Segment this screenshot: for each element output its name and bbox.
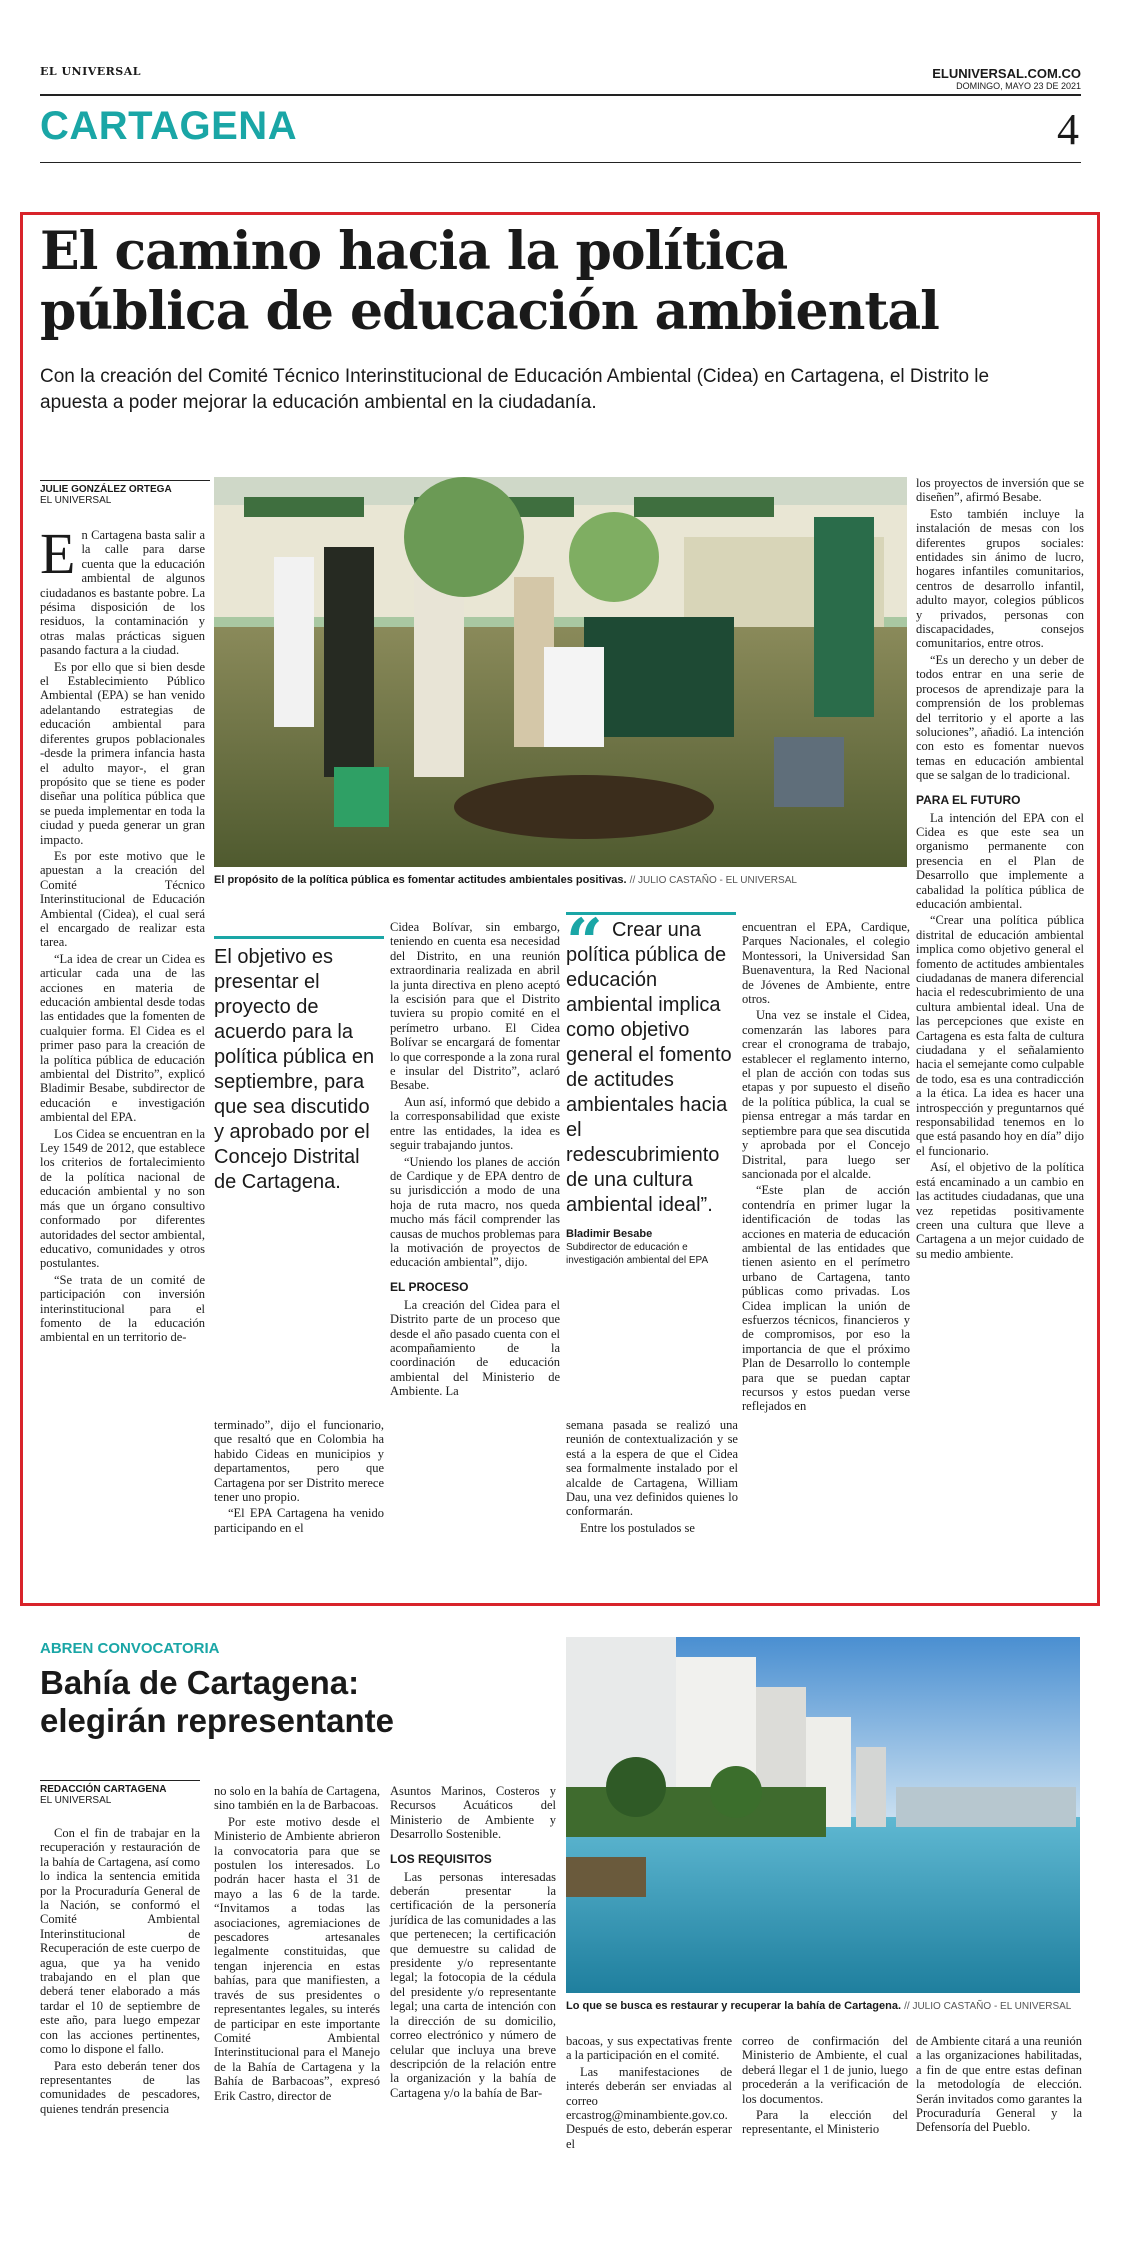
article2-column-3: [390, 1784, 556, 2102]
article2-column-5: [742, 2034, 908, 2139]
issue-date: DOMINGO, MAYO 23 DE 2021: [956, 81, 1081, 91]
paragraph: Entre los postulados se: [580, 1520, 695, 1535]
paragraph: Cidea Bolívar, sin embargo, teniendo en cuenta esa necesidad del Distrito, en una reunión extraordinaria realizada en abril la junta directiva en pleno aceptó la escisión para que el Distrito tuviera su propio comité en el perímetro urbano. El Cidea Bolívar se encargará de fomentar lo que corresponde a la zona rural e insular del Distrito”, aclaró Besabe.: [390, 920, 560, 1093]
paragraph: “Este plan de acción contendría en primer lugar la identificación de todas las acciones en materia de educación ambiental de las entidades que tienen asiento en el perímetro urbano de Cartagena, tanto públicas como privadas. Los Cidea implican la unión de esfuerzos técnicos, financieros y de compromisos, por eso la importancia de que el próximo Plan de Desarrollo lo contemple para que se puedan captar recursos y estos puedan verse reflejados en: [742, 1183, 910, 1414]
byline2-org: EL UNIVERSAL: [40, 1795, 112, 1806]
article-headline: [40, 222, 1080, 342]
byline-author: JULIE GONZÁLEZ ORTEGA: [40, 484, 172, 495]
quote-block: [566, 905, 738, 1267]
paragraph: Esto también incluye la instalación de mesas con los diferentes grupos sociales: entidades sin ánimo de lucro, hogares infantiles comunitarios, centros de desarrollo infantil, adulto mayor, colegios públicos y privados, personas con discapacidades, consejos comunitarios, entre otros.: [916, 506, 1084, 651]
bay-photo: [566, 1637, 1080, 1993]
paragraph: Asuntos Marinos, Costeros y Recursos Acuáticos del Ministerio de Ambiente y Desarrollo Sostenible.: [390, 1784, 556, 1842]
subhead-proceso: EL PROCESO: [390, 1279, 469, 1294]
paragraph: Es por este motivo que le apuestan a la creación del Comité Técnico Interinstitucional de Educación Ambiental (Cidea), el cual será el encargado de realizar esta tarea.: [40, 848, 205, 950]
paragraph: “Es un derecho y un deber de todos entrar en una serie de procesos de aprendizaje para la comprensión de los problemas del territorio y el aporte a las soluciones”, añadió. La intención con esto es fomentar nuevos temas en educación ambiental que se salgan de lo tradicional.: [916, 652, 1084, 783]
section-divider: [40, 162, 1081, 163]
photo-caption: [214, 874, 907, 886]
paragraph: los proyectos de inversión que se diseñen”, afirmó Besabe.: [916, 476, 1084, 505]
article-deck: Con la creación del Comité Técnico Interinstitucional de Educación Ambiental (Cidea) en Cartagena, el Distrito le apuesta a poder mejorar la educación ambiental en la ciudadanía.: [40, 366, 990, 413]
quote-speaker-role: Subdirector de educación e investigación ambiental del EPA: [566, 1242, 709, 1266]
paragraph: Los Cidea se encuentran en la Ley 1549 de 2012, que establece los criterios de fortalecimiento de la política nacional de educación ambiental y no son más que un órgano consultivo conformado por diferentes autoridades del sector ambiental, educativo, comunidades y otros postulantes.: [40, 1126, 205, 1271]
quote-speaker: Bladimir Besabe: [566, 1228, 653, 1240]
paragraph: Es por ello que si bien desde el Establecimiento Público Ambiental (EPA) se han venido adelantando estrategias de educación ambiental para diferentes grupos poblacionales -desde la primera infancia hasta el adulto mayor-, el gran propósito que se tiene es poder diseñar una política pública que se pueda implementar en toda la ciudad y pueda generar un gran impacto.: [40, 659, 205, 847]
article-column-6: [916, 476, 1084, 1263]
paragraph: correo de confirmación del Ministerio de Ambiente, el cual deberá llegar el 1 de junio, luego procederán a la verificación de los documentos.: [742, 2034, 908, 2106]
article2-column-1: [40, 1826, 200, 2118]
page-number: 4: [1057, 105, 1079, 154]
article-photo: [214, 477, 907, 867]
paragraph: “Uniendo los planes de acción de Cardique y de EPA dentro de su jurisdicción a modo de una hoja de ruta macro, nos queda mucho más fácil comprender las causas de muchos problemas para la motivación de proyectos de educación ambiental”, dijo.: [390, 1154, 560, 1270]
article-column-5: [742, 920, 910, 1416]
headline2-line-1: Bahía de Cartagena:: [40, 1664, 360, 1701]
paragraph: Para la elección del representante, el Ministerio: [742, 2108, 908, 2137]
paragraph: En Cartagena basta salir a la calle para darse cuenta que la educación ambiental de algunos ciudadanos es bastante pobre. La pésima disposición de los residuos, la contaminación y otras malas prácticas siguen pasando factura a la ciudad.: [40, 521, 205, 658]
paragraph: Aun así, informó que debido a la corresponsabilidad que existe entre las entidades, la idea es seguir trabajando juntos.: [390, 1094, 560, 1153]
paragraph: “El EPA Cartagena ha venido participando en el: [214, 1506, 384, 1535]
subhead-requisitos: LOS REQUISITOS: [390, 1851, 492, 1866]
article2-photo-caption: [566, 2000, 1080, 2012]
headline-line-1: El camino hacia la política: [40, 221, 788, 282]
newspaper-logo: EL UNIVERSAL: [40, 65, 142, 78]
article-column-3: [390, 920, 560, 1401]
article2-headline: [40, 1664, 560, 1740]
caption2-text: Lo que se busca es restaurar y recuperar la bahía de Cartagena.: [566, 2000, 902, 2012]
masthead: [40, 62, 1081, 96]
quote-attribution: [566, 1228, 738, 1267]
paragraph: no solo en la bahía de Cartagena, sino también en la de Barbacoas.: [214, 1784, 380, 1813]
site-info: [932, 66, 1081, 91]
pull-quote: El objetivo es presentar el proyecto de acuerdo para la política pública en septiembre, para que sea discutido y aprobado por el Concejo Distrital de Cartagena.: [214, 936, 384, 1195]
caption-credit: // JULIO CASTAÑO - EL UNIVERSAL: [629, 875, 797, 886]
drop-cap: E: [40, 521, 76, 586]
paragraph: Así, el objetivo de la política está encaminado a un cambio en las actitudes ciudadanas, que una vez repetidas positivamente creen una cultura que lleve a Cartagena a un mejor cuidado de su medio ambiente.: [916, 1160, 1084, 1261]
site-url[interactable]: ELUNIVERSAL.COM.CO: [932, 66, 1081, 81]
paragraph: Una vez se instale el Cidea, comenzarán las labores para crear el cronograma de trabajo, establecer el reglamento interno, el plan de acción con todas sus etapas y por supuesto el diseño de la política pública, la cual se piensa entregar a más tardar en septiembre para que sea discutida y aprobada por el Concejo Distrital, para luego ser sancionada por el alcalde.: [742, 1008, 910, 1181]
article-column-2: [214, 1418, 384, 1537]
paragraph: Por este motivo desde el Ministerio de Ambiente abrieron la convocatoria para que se postulen los interesados. Lo podrán hacer hasta el 31 de mayo a las 6 de la tarde. “Invitamos a todas las asociaciones, agremiaciones de pescadores artesanales legalmente constituidas, que tengan injerencia en estas bahías, para que manifiesten, a través de sus presidentes o representantes legales, su interés de participar en este importante Comité Ambiental Interinstitucional para el Manejo de la Bahía de Cartagena y la Bahía de Barbacoas”, expresó Erik Castro, director de: [214, 1814, 380, 2103]
byline-org: EL UNIVERSAL: [40, 495, 112, 506]
paragraph: Con el fin de trabajar en la recuperación y restauración de la bahía de Cartagena, así como lo indica la sentencia emitida por la Procuraduría General de la Nación, se conformó el Comité Ambiental Interinstitucional de Recuperación de este cuerpo de agua, que ya ha venido trabajando en el plan que deberá tener elaborado a más tardar el 10 de septiembre de este año, para luego empezar con las acciones pertinentes, como lo dispone el fallo.: [40, 1826, 200, 2057]
paragraph: semana pasada se realizó una reunión de contextualización y se está a la espera de que el Cidea sea formalmente instalado por el alcalde de Cartagena, William Dau, una vez definidos quienes lo conformarán.: [566, 1418, 738, 1519]
paragraph: “Crear una política pública distrital de educación ambiental implica como objetivo general el fomento de actitudes ambientales ciudadanas de manera diferencial hacia el redescubrimiento de una cultura ambiental ideal. Una de las percepciones que existe en Cartagena es esta falta de cultura ciudadana y el señalamiento hacia el semejante como culpable de todo, esa es una contradicción a la ética. La idea es hacer una introspección y preguntarnos qué responsabilidad tenemos en lo que está pasando hoy en día” dijo el funcionario.: [916, 913, 1085, 1158]
tree-planting-photo: [214, 477, 907, 867]
article2-byline: [40, 1780, 200, 1806]
caption2-credit: // JULIO CASTAÑO - EL UNIVERSAL: [904, 2001, 1072, 2012]
byline2-author: REDACCIÓN CARTAGENA: [40, 1784, 167, 1795]
section-title: CARTAGENA: [40, 104, 298, 148]
paragraph: “Se trata de un comité de participación con inversión interinstitucional para el fomento de la educación ambiental en un territorio de-: [40, 1272, 205, 1345]
paragraph: Las manifestaciones de interés deberán ser enviadas al correo ercastrog@minambiente.gov.co. Después de esto, deberán esperar el: [566, 2064, 732, 2151]
paragraph: “La idea de crear un Cidea es articular cada una de las acciones en materia de educación ambiental desde todas las entidades que la fomenten de cualquier forma. El Cidea es el primer paso para la creación de la política pública de educación ambiental del Distrito”, explicó Bladimir Besabe, subdirector de educación e investigación ambiental del EPA.: [40, 951, 205, 1125]
article2-photo: [566, 1637, 1080, 1993]
paragraph: bacoas, y sus expectativas frente a la participación en el comité.: [566, 2034, 732, 2063]
paragraph: La intención del EPA con el Cidea es que este sea un organismo permanente con presencia en el Plan de Desarrollo que implemente a cabalidad la política pública de educación ambiental.: [916, 810, 1084, 911]
caption-text: El propósito de la política pública es fomentar actitudes ambientales positivas.: [214, 874, 627, 886]
byline: [40, 480, 210, 506]
paragraph: encuentran el EPA, Cardique, Parques Nacionales, el colegio Montessori, la Universidad San Buenaventura, la Red Nacional de Jóvenes de Ambiente, entre otros.: [742, 920, 910, 1007]
article-column-1: [40, 521, 205, 1347]
subhead-futuro: PARA EL FUTURO: [916, 792, 1021, 807]
article2-column-2: [214, 1784, 380, 2105]
paragraph: terminado”, dijo el funcionario, que resaltó que en Colombia ha habido Cideas en municipios y departamentos, pero que Cartagena por ser Distrito merece tener uno propio.: [214, 1418, 384, 1505]
paragraph: Las personas interesadas deberán presentar la certificación de la personería jurídica de las comunidades a las que pertenecen; la certificación que demuestre su calidad de presidente y/o representante legal; la fotocopia de la cédula del presidente y/o representante legal; una carta de intención con la dirección de su domicilio, correo electrónico y número de celular que incluya una breve descripción de la relación entre la organización y la bahía de Cartagena y/o la bahía de Bar-: [390, 1869, 556, 2100]
article2-column-4: [566, 2034, 732, 2153]
quote-text: Crear una política pública de educación ambiental implica como objetivo general el fomento de actitudes ambientales hacia el redescubrimiento de una cultura ambiental ideal”.: [566, 919, 732, 1216]
headline2-line-2: elegirán representante: [40, 1702, 394, 1739]
article-column-4: [566, 1418, 738, 1537]
quote-mark-icon: “: [566, 905, 603, 980]
paragraph: Para esto deberán tener dos representantes de las comunidades de pescadores, quienes tendrán presencia: [40, 2058, 200, 2116]
paragraph: de Ambiente citará a una reunión a las organizaciones habilitadas, a fin de que entre estas definan la metodología de elección. Serán invitados como garantes la Procuraduría General y la Defensoría del Pueblo.: [916, 2034, 1082, 2135]
article2-kicker: ABREN CONVOCATORIA: [40, 1640, 220, 1657]
headline-line-2: pública de educación ambiental: [40, 281, 939, 342]
article2-column-6: [916, 2034, 1082, 2137]
paragraph: La creación del Cidea para el Distrito parte de un proceso que desde el año pasado cuenta con el acompañamiento de la coordinación de educación ambiental del Ministerio de Ambiente. La: [390, 1297, 560, 1399]
